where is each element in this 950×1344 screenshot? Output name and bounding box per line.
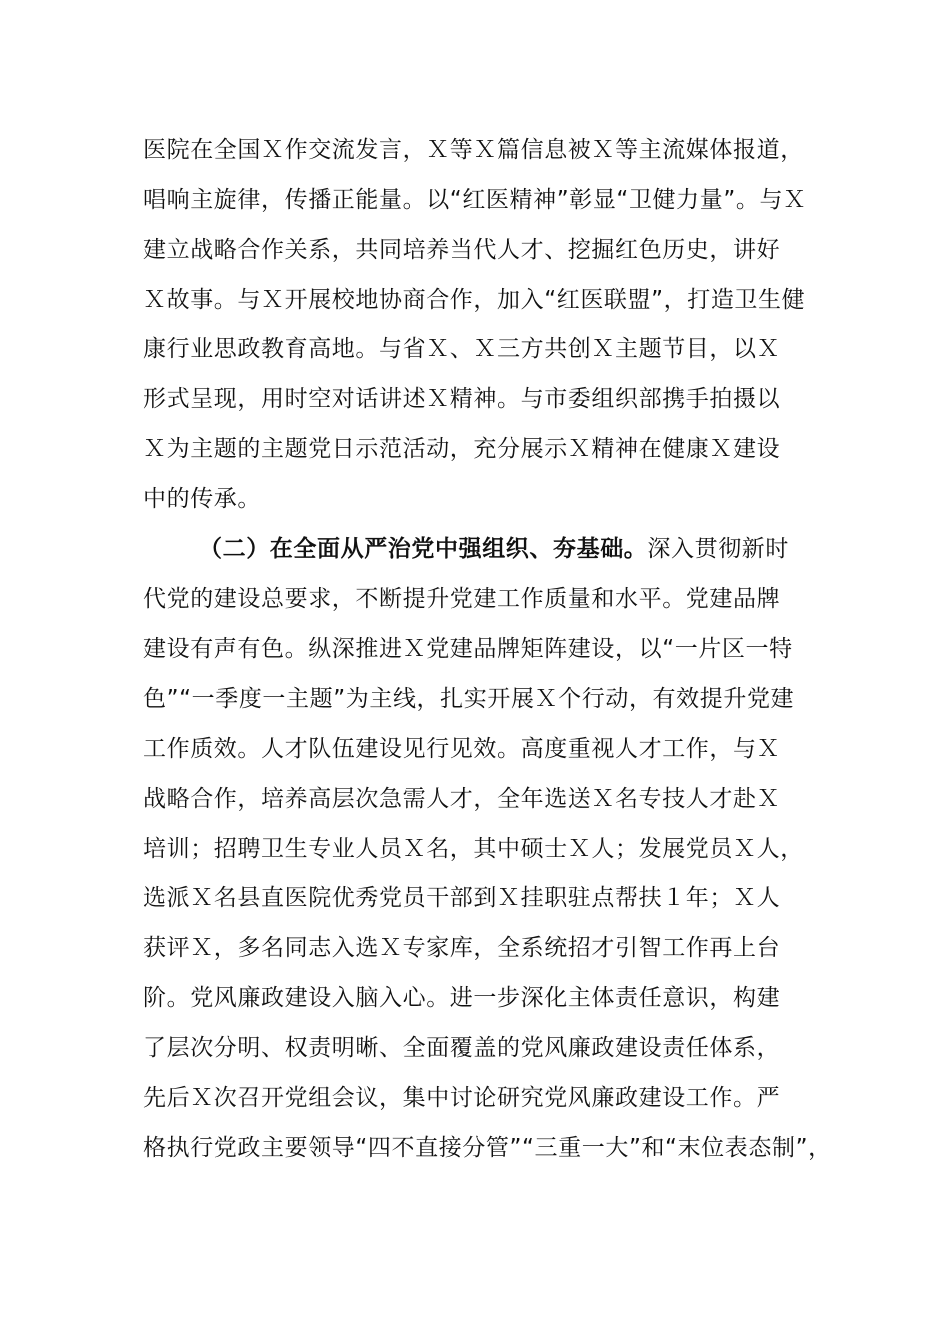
text-line: Ｘ为主题的主题党日示范活动，充分展示Ｘ精神在健康Ｘ建设	[143, 436, 781, 462]
section-first-line	[199, 524, 829, 574]
text-line: Ｘ故事。与Ｘ开展校地协商合作，加入“红医联盟”，打造卫生健	[143, 287, 806, 313]
text-line: 先后Ｘ次召开党组会议，集中讨论研究党风廉政建设工作。严	[143, 1085, 781, 1111]
text-line: 医院在全国Ｘ作交流发言，Ｘ等Ｘ篇信息被Ｘ等主流媒体报道，	[143, 137, 804, 163]
text-line: 培训；招聘卫生专业人员Ｘ名，其中硕士Ｘ人；发展党员Ｘ人，	[143, 836, 804, 862]
text-line: 康行业思政教育高地。与省Ｘ、Ｘ三方共创Ｘ主题节目，以Ｘ	[143, 336, 781, 362]
section-heading: （二）在全面从严治党中强组织、夯基础。	[199, 536, 648, 562]
text-line: 代党的建设总要求，不断提升党建工作质量和水平。党建品牌	[143, 586, 781, 612]
text-line: 选派Ｘ名县直医院优秀党员干部到Ｘ挂职驻点帮扶１年；Ｘ人	[143, 885, 781, 911]
text-line: 战略合作，培养高层次急需人才，全年选送Ｘ名专技人才赴Ｘ	[143, 786, 781, 812]
text-line: 工作质效。人才队伍建设见行见效。高度重视人才工作，与Ｘ	[143, 736, 781, 762]
text-line: 获评Ｘ，多名同志入选Ｘ专家库，全系统招才引智工作再上台	[143, 935, 781, 961]
text-line: 唱响主旋律，传播正能量。以“红医精神”彰显“卫健力量”。与Ｘ	[143, 187, 807, 213]
text-line: 形式呈现，用时空对话讲述Ｘ精神。与市委组织部携手拍摄以	[143, 386, 781, 412]
text-line: 中的传承。	[143, 486, 261, 512]
text-line: 色”“一季度一主题”为主线，扎实开展Ｘ个行动，有效提升党建	[143, 686, 795, 712]
text-line: 建设有声有色。纵深推进Ｘ党建品牌矩阵建设，以“一片区一特	[143, 636, 793, 662]
text-line: 阶。党风廉政建设入脑入心。进一步深化主体责任意识，构建	[143, 985, 781, 1011]
text-line: 格执行党政主要领导“四不直接分管”“三重一大”和“末位表态制”，	[143, 1135, 832, 1161]
section-first-line-text: 深入贯彻新时	[647, 536, 790, 562]
text-line: 建立战略合作关系，共同培养当代人才、挖掘红色历史，讲好	[143, 237, 781, 263]
text-line: 了层次分明、权责明晰、全面覆盖的党风廉政建设责任体系，	[143, 1035, 781, 1061]
